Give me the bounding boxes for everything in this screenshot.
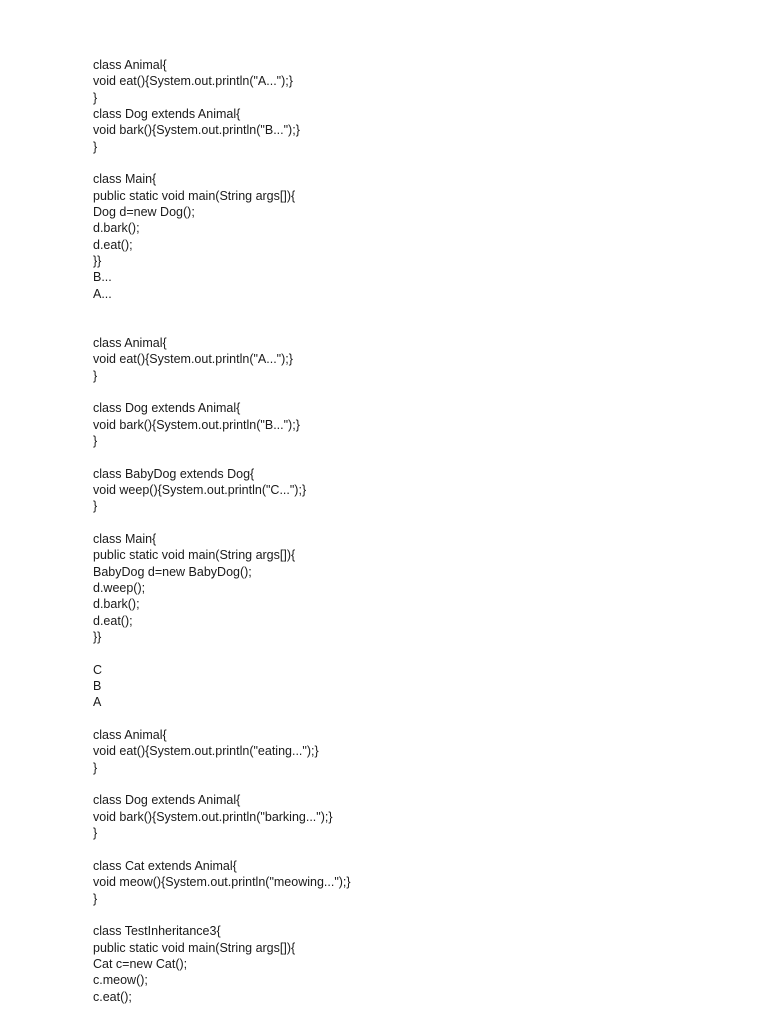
code-line: c.meow(); <box>93 973 148 988</box>
code-line: } <box>93 433 98 448</box>
code-line: class Main{ <box>93 531 157 546</box>
code-line: class Dog extends Animal{ <box>93 107 241 122</box>
code-line <box>93 449 351 465</box>
code-line: C <box>93 662 103 677</box>
code-line: void meow(){System.out.println("meowing...");} <box>93 875 351 890</box>
code-line: public static void main(String args[]){ <box>93 548 296 563</box>
code-line: }} <box>93 630 102 645</box>
code-line <box>93 515 351 531</box>
code-line <box>93 302 351 318</box>
code-line <box>93 776 351 792</box>
code-line: void eat(){System.out.println("eating...");} <box>93 744 319 759</box>
code-line: void eat(){System.out.println("A...");} <box>93 352 293 367</box>
code-line: } <box>93 760 98 775</box>
code-line: c.eat(); <box>93 989 132 1004</box>
code-line: void eat(){System.out.println("A...");} <box>93 74 293 89</box>
code-line: class Animal{ <box>93 335 167 350</box>
code-line: } <box>93 891 98 906</box>
code-line: class BabyDog extends Dog{ <box>93 466 255 481</box>
code-line: d.eat(); <box>93 613 133 628</box>
code-line: A... <box>93 286 112 301</box>
code-line <box>93 319 351 335</box>
code-line: Cat c=new Cat(); <box>93 956 188 971</box>
code-line <box>93 842 351 858</box>
code-line: class Main{ <box>93 172 157 187</box>
code-line <box>93 907 351 923</box>
code-line: void bark(){System.out.println("barking...");} <box>93 809 333 824</box>
code-line: void bark(){System.out.println("B...");} <box>93 417 300 432</box>
code-line: }} <box>93 254 102 269</box>
code-line: class Dog extends Animal{ <box>93 401 241 416</box>
code-line: class Cat extends Animal{ <box>93 858 237 873</box>
code-line: public static void main(String args[]){ <box>93 940 296 955</box>
code-line <box>93 645 351 661</box>
code-line: } <box>93 368 98 383</box>
code-line: B <box>93 679 102 694</box>
code-line: } <box>93 499 98 514</box>
code-line: class Animal{ <box>93 728 167 743</box>
code-line <box>93 155 351 171</box>
code-line: class TestInheritance3{ <box>93 924 221 939</box>
code-line: B... <box>93 270 112 285</box>
code-line: } <box>93 90 98 105</box>
code-line: Dog d=new Dog(); <box>93 205 195 220</box>
code-line: } <box>93 139 98 154</box>
code-line: class Animal{ <box>93 58 167 72</box>
code-line: class Dog extends Animal{ <box>93 793 241 808</box>
code-line: public static void main(String args[]){ <box>93 188 296 203</box>
code-line: void weep(){System.out.println("C...");} <box>93 482 307 497</box>
code-line: } <box>93 826 98 841</box>
code-line <box>93 711 351 727</box>
code-line: A <box>93 695 102 710</box>
code-line <box>93 384 351 400</box>
code-line: void bark(){System.out.println("B...");} <box>93 123 300 138</box>
code-line: d.bark(); <box>93 597 140 612</box>
code-listing <box>93 57 351 1005</box>
code-line: d.bark(); <box>93 221 140 236</box>
code-line: d.eat(); <box>93 237 133 252</box>
code-line: d.weep(); <box>93 581 146 595</box>
code-line: BabyDog d=new BabyDog(); <box>93 564 252 579</box>
